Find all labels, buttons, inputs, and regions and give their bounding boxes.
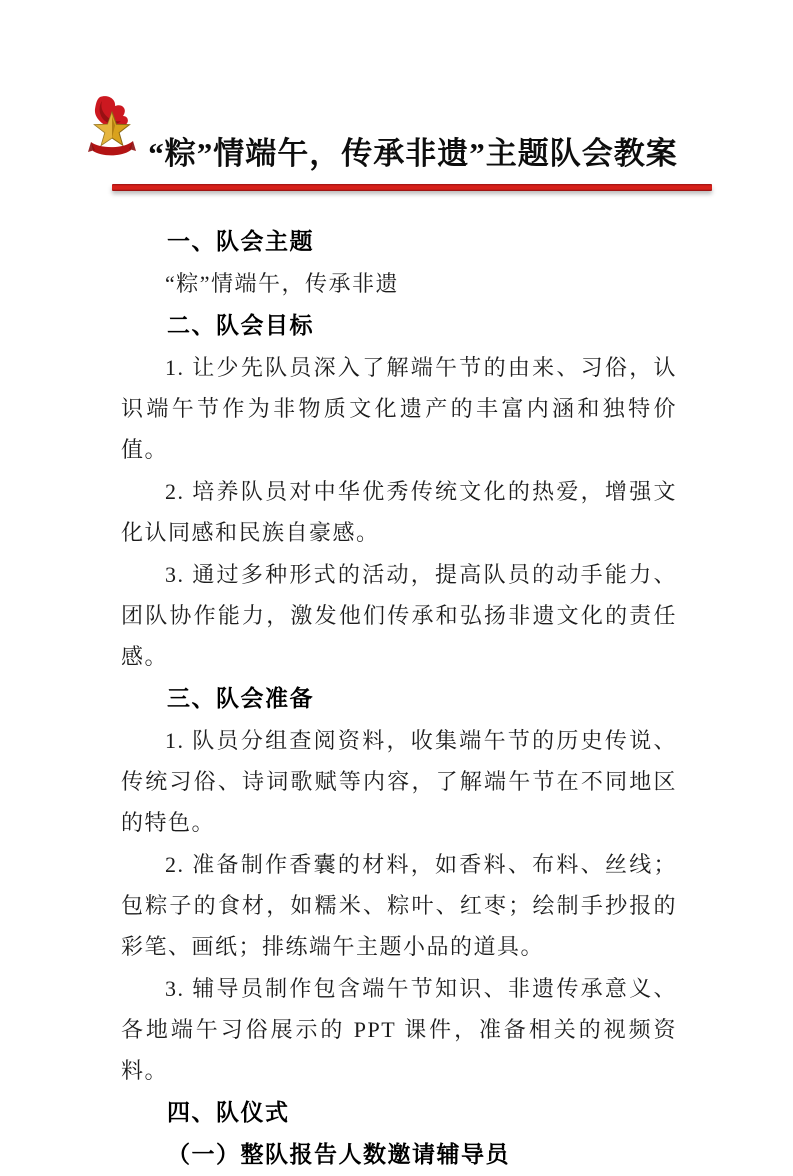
section-heading: 三、队会准备	[167, 686, 314, 711]
document-body	[121, 221, 677, 1176]
title-divider-rule	[112, 184, 712, 191]
body-paragraph: 3. 通过多种形式的活动，提高队员的动手能力、团队协作能力，激发他们传承和弘扬非遗文化的责任感。	[121, 562, 677, 669]
section-heading: 四、队仪式	[167, 1100, 290, 1125]
section-heading: 一、队会主题	[167, 229, 314, 254]
body-paragraph: 1. 队员分组查阅资料，收集端午节的历史传说、传统习俗、诗词歌赋等内容，了解端午节在不同地区的特色。	[121, 728, 677, 835]
section-heading: （一）整队报告人数邀请辅导员	[167, 1142, 510, 1167]
page-title: “粽”情端午，传承非遗”主题队会教案	[148, 136, 678, 171]
body-paragraph: 1. 让少先队员深入了解端午节的由来、习俗，认识端午节作为非物质文化遗产的丰富内涵和独特价值。	[121, 355, 677, 462]
section-heading: 二、队会目标	[167, 313, 314, 338]
body-paragraph: “粽”情端午，传承非遗	[165, 271, 400, 296]
body-paragraph: 2. 培养队员对中华优秀传统文化的热爱，增强文化认同感和民族自豪感。	[121, 479, 677, 545]
body-paragraph: 3. 辅导员制作包含端午节知识、非遗传承意义、各地端午习俗展示的 PPT 课件，准备相关的视频资料。	[121, 976, 677, 1083]
body-paragraph: 2. 准备制作香囊的材料，如香料、布料、丝线；包粽子的食材，如糯米、粽叶、红枣；绘制手抄报的彩笔、画纸；排练端午主题小品的道具。	[121, 852, 677, 959]
